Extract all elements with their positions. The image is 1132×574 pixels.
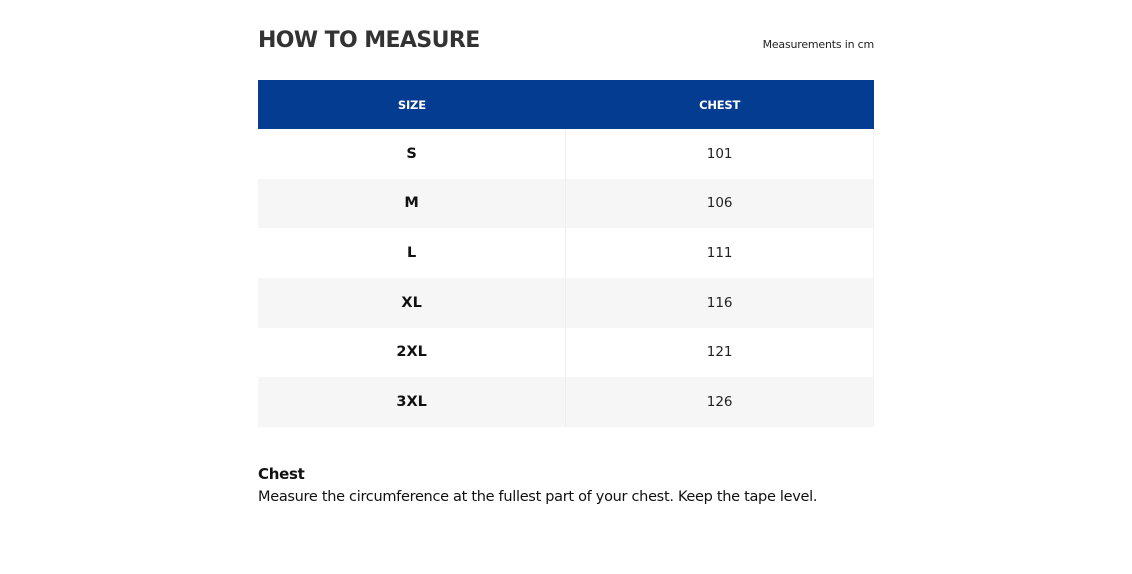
size-guide-header bbox=[258, 26, 874, 80]
table-header-row bbox=[258, 80, 874, 129]
size-cell: S bbox=[258, 129, 566, 179]
chest-cell: 101 bbox=[566, 129, 874, 179]
table-row bbox=[258, 179, 874, 229]
size-cell: L bbox=[258, 228, 566, 278]
chest-cell: 111 bbox=[566, 228, 874, 278]
size-cell: 3XL bbox=[258, 377, 566, 427]
chest-cell: 106 bbox=[566, 179, 874, 229]
size-cell: XL bbox=[258, 278, 566, 328]
size-cell: M bbox=[258, 179, 566, 229]
measurement-guide bbox=[258, 464, 874, 510]
table-row bbox=[258, 328, 874, 378]
table-row bbox=[258, 228, 874, 278]
table-header bbox=[258, 80, 874, 129]
guide-title: Chest bbox=[258, 464, 305, 483]
table-row bbox=[258, 278, 874, 328]
units-note: Measurements in cm bbox=[762, 38, 874, 51]
chest-cell: 116 bbox=[566, 278, 874, 328]
column-header-size: SIZE bbox=[258, 80, 566, 129]
chest-cell: 121 bbox=[566, 328, 874, 378]
table-row bbox=[258, 129, 874, 179]
page-title: HOW TO MEASURE bbox=[258, 28, 480, 53]
column-header-chest: CHEST bbox=[566, 80, 874, 129]
size-table bbox=[258, 80, 874, 427]
table-body bbox=[258, 129, 874, 427]
size-guide bbox=[258, 26, 874, 510]
table-row bbox=[258, 377, 874, 427]
guide-text: Measure the circumference at the fullest part of your chest. Keep the tape level. bbox=[258, 488, 818, 505]
chest-cell: 126 bbox=[566, 377, 874, 427]
size-cell: 2XL bbox=[258, 328, 566, 378]
